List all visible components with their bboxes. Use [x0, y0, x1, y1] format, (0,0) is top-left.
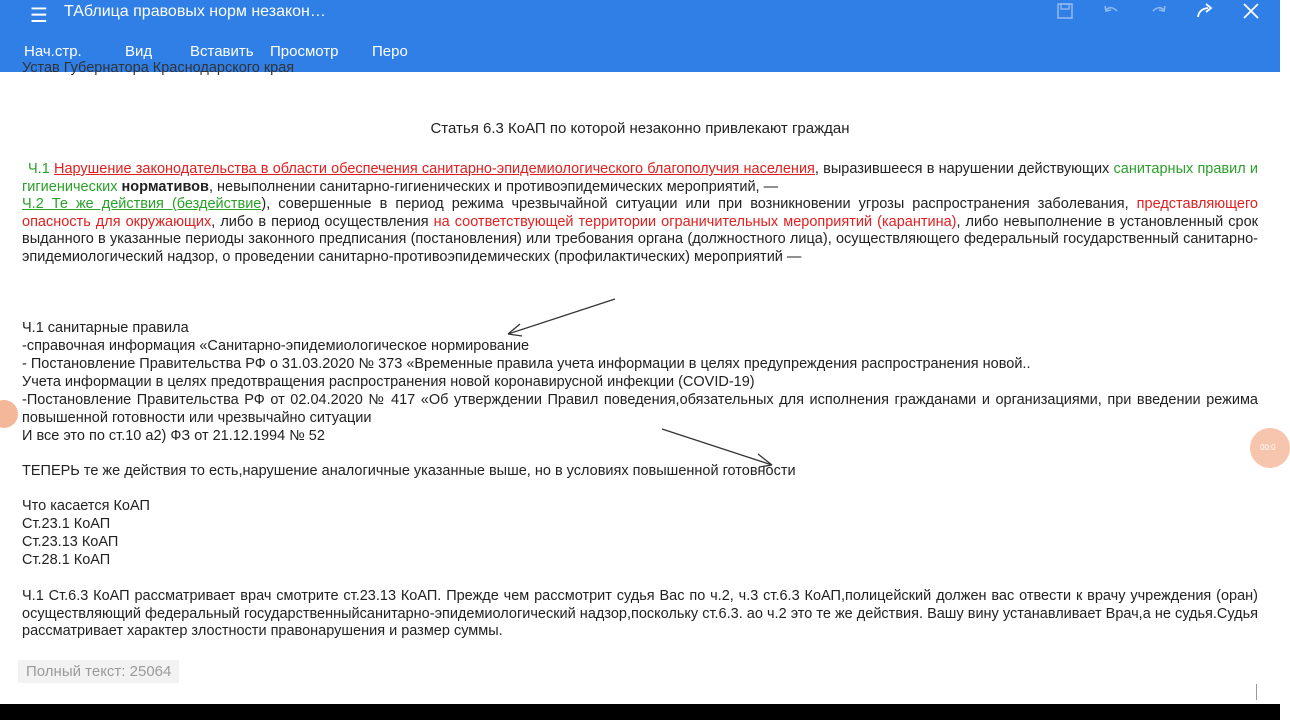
- text-line: И все это по ст.10 а2) ФЗ от 21.12.1994 № 52: [22, 428, 325, 444]
- bold-text: нормативов: [121, 178, 209, 195]
- text-line: Ст.23.13 КоАП: [22, 534, 119, 550]
- text-line: - Постановление Правительства РФ о 31.03.2020 № 373 «Временные правила учета информации в целях предупреждения распространения новой..: [22, 356, 1031, 372]
- text-line: Ст.23.1 КоАП: [22, 516, 111, 532]
- undo-icon[interactable]: [1100, 0, 1122, 22]
- text-line: Учета информации в целях предотвращения распространения новой коронавирусной инфекции (COVID-19): [22, 374, 755, 390]
- text-line: ТЕПЕРЬ те же действия то есть,нарушение аналогичные указанные выше, но в условиях повышенной готовности: [22, 463, 796, 479]
- text-run: ), совершенные в период режима чрезвычайной ситуации или при возникновении угрозы распространения заболевания,: [261, 196, 1137, 212]
- arrow-icon: [508, 299, 615, 336]
- paragraph-conclusion: Ч.1 Ст.6.3 КоАП рассматривает врач смотрите ст.23.13 КоАП. Прежде чем рассмотрит судья Вас по ч.2, ч.3 ст.6.3 КоАП,полицейский должен вас отвести к врачу учреждения (оран) осуществляющий федеральный государственныйсанитарно-эпидемиологический надзор,поскольку ст.6.3. ао ч.2 это те же действия. Вашу вину устанавливает Врач,а не судья.Судья рассматривает характер злостности правонарушения и размер суммы.: [22, 588, 1258, 640]
- document-page[interactable]: [0, 60, 1280, 704]
- tab-home[interactable]: Нач.стр.: [24, 43, 82, 60]
- text-run: , либо в период осуществления: [211, 213, 434, 230]
- highlight-text: Ч.2 Те же действия (бездействие: [22, 196, 262, 212]
- tab-pen[interactable]: Перо: [372, 43, 408, 60]
- full-text-counter: Полный текст: 25064: [18, 660, 179, 683]
- text-line: Ч.1 санитарные правила: [22, 320, 189, 336]
- floating-timer-badge[interactable]: 00:0: [1250, 428, 1290, 468]
- close-icon[interactable]: [1240, 0, 1262, 22]
- text-line: -справочная информация «Санитарно-эпидемиологическое нормирование: [22, 338, 530, 354]
- partial-text-line: Устав Губернатора Краснодарского края: [22, 60, 295, 76]
- highlight-text: представляющего опасность для окружающих: [22, 196, 1258, 230]
- tab-review[interactable]: Просмотр: [270, 43, 339, 60]
- highlight-text: на соответствующей территории ограничительных мероприятий (карантина): [433, 213, 957, 230]
- redo-icon[interactable]: [1148, 0, 1170, 22]
- menu-icon[interactable]: ☰: [30, 5, 48, 27]
- text-line: Ст.28.1 КоАП: [22, 552, 111, 568]
- highlight-text: санитарных правил и гигиенических: [22, 161, 1259, 195]
- paragraph-decree: -Постановление Правительства РФ от 02.04.2020 № 417 «Об утверждении Правил поведения,обязательных для исполнения гражданами и организациями, при введении режима повышенной готовности или чрезвычайно ситуации: [22, 392, 1258, 426]
- text-run: , выразившееся в нарушении действующих: [814, 161, 1114, 177]
- document-title: ТАблица правовых норм незакон…: [64, 3, 326, 20]
- share-icon[interactable]: [1194, 0, 1216, 22]
- tab-insert[interactable]: Вставить: [190, 43, 254, 60]
- text-run: , либо невыполнение в установленный срок выданного в указанные периоды законного предписания (постановления) или требования органа (должностного лица), осуществляющего федеральный государственный санитарно-эпидемиологический надзор, о проведении санитарно-противоэпидемических (профилактических) мероприятий —: [22, 213, 1258, 265]
- highlight-text: Нарушение законодательства в области обеспечения санитарно-эпидемиологического благополучия населения: [53, 161, 815, 177]
- system-navigation-bar: [0, 704, 1280, 720]
- arrow-icon: [662, 429, 772, 467]
- article-heading: Статья 6.3 КоАП по которой незаконно привлекают граждан: [430, 120, 850, 137]
- text-line: Что касается КоАП: [22, 498, 150, 514]
- save-icon[interactable]: [1054, 0, 1076, 22]
- ink-annotation: [0, 72, 1280, 704]
- tab-view[interactable]: Вид: [125, 43, 153, 60]
- text-run: , невыполнении санитарно-гигиенических и противоэпидемических мероприятий, —: [208, 178, 779, 195]
- page-edge-marker: [1256, 684, 1257, 700]
- part-label: Ч.1: [28, 161, 50, 177]
